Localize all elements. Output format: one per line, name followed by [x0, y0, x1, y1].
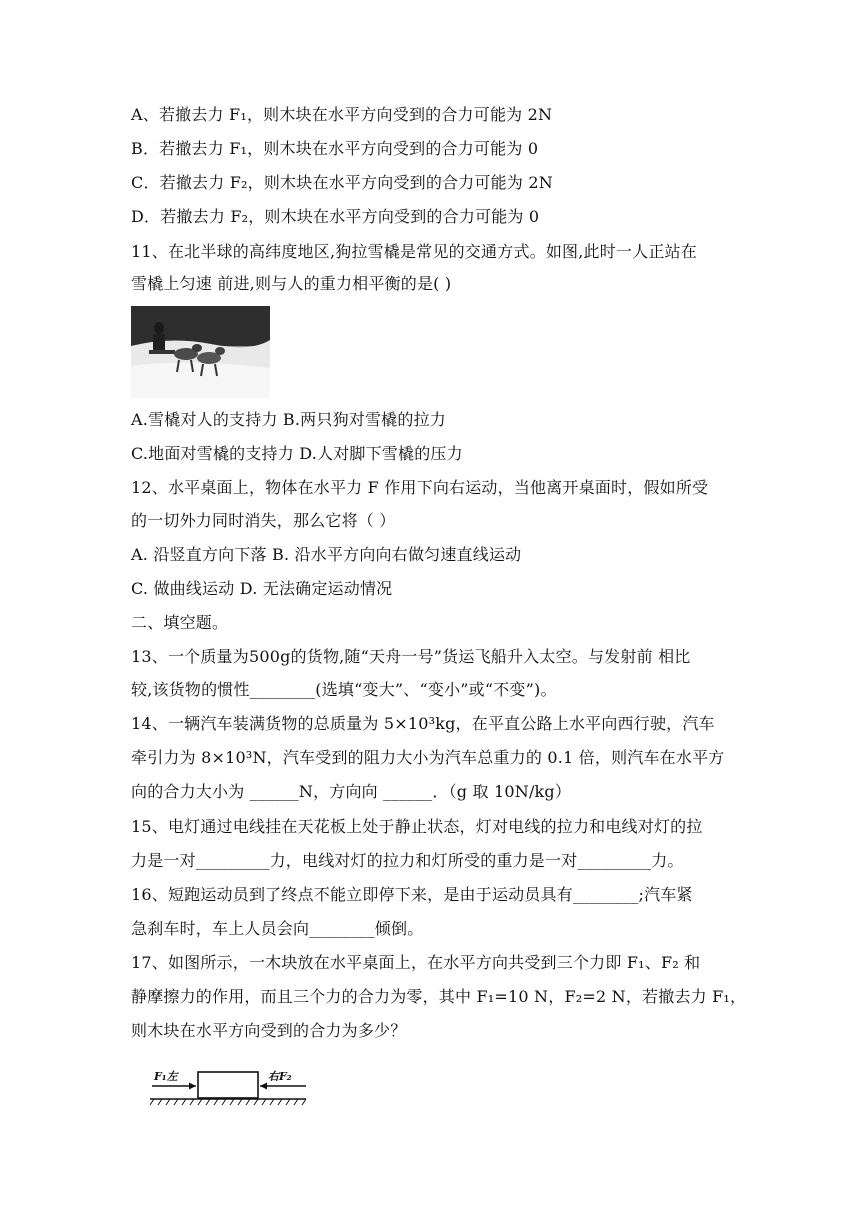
question-13-line-2: 较,该货物的惯性________(选填“变大”、“变小”或“不变”)。 — [131, 680, 557, 699]
option-d-q10: D．若撤去力 F₂，则木块在水平方向受到的合力可能为 0 — [131, 207, 540, 226]
question-17-line-3: 则木块在水平方向受到的合力为多少？ — [131, 1021, 407, 1040]
f2-label: 右F₂ — [268, 1070, 292, 1083]
question-17-line-2: 静摩擦力的作用，而且三个力的合力为零，其中 F₁=10 N，F₂=2 N，若撤去力 F₁， — [131, 987, 747, 1006]
question-14-line-3: 向的合力大小为 ______N，方向向 ______．（g 取 10N/kg） — [131, 782, 572, 801]
question-14-line-1: 14、一辆汽车装满货物的总质量为 5×10³kg，在平直公路上水平向西行驶，汽车 — [131, 714, 715, 733]
option-ab-q12: A. 沿竖直方向下落 B. 沿水平方向向右做匀速直线运动 — [131, 545, 522, 564]
option-cd-q12: C. 做曲线运动 D. 无法确定运动情况 — [131, 579, 393, 598]
dog-sled-photo — [131, 306, 270, 398]
ground-hatching — [150, 1099, 306, 1105]
option-cd-q11: C.地面对雪橇的支持力 D.人对脚下雪橇的压力 — [131, 444, 463, 463]
question-16-line-2: 急刹车时，车上人员会向________倾倒。 — [131, 919, 424, 938]
f1-label: F₁左 — [154, 1070, 178, 1083]
force-diagram — [150, 1064, 310, 1108]
question-16-line-1: 16、短跑运动员到了终点不能立即停下来，是由于运动员具有________;汽车紧 — [131, 885, 693, 904]
question-12-line-2: 的一切外力同时消失，那么它将（ ） — [131, 511, 396, 530]
question-11-line-2: 雪橇上匀速 前进,则与人的重力相平衡的是( ) — [131, 274, 452, 293]
wooden-block — [198, 1072, 258, 1098]
option-b-q10: B．若撤去力 F₁，则木块在水平方向受到的合力可能为 0 — [131, 139, 539, 158]
option-a-q10: A、若撤去力 F₁，则木块在水平方向受到的合力可能为 2N — [131, 105, 553, 124]
f2-arrowhead-icon — [260, 1083, 267, 1090]
option-c-q10: C．若撤去力 F₂，则木块在水平方向受到的合力可能为 2N — [131, 173, 553, 192]
question-15-line-1: 15、电灯通过电线挂在天花板上处于静止状态，灯对电线的拉力和电线对灯的拉 — [131, 817, 703, 836]
question-15-line-2: 力是一对_________力，电线对灯的拉力和灯所受的重力是一对_________力。 — [131, 851, 684, 870]
question-14-line-2: 牵引力为 8×10³N，汽车受到的阻力大小为汽车总重力的 0.1 倍，则汽车在水平方 — [131, 748, 725, 767]
question-12-line-1: 12、水平桌面上，物体在水平力 F 作用下向右运动，当他离开桌面时，假如所受 — [131, 478, 709, 497]
option-ab-q11: A.雪橇对人的支持力 B.两只狗对雪橇的拉力 — [131, 410, 446, 429]
question-11-line-1: 11、在北半球的高纬度地区,狗拉雪橇是常见的交通方式。如图,此时一人正站在 — [131, 242, 697, 261]
dog-sled-illustration — [131, 306, 270, 398]
section-heading-fill-blank: 二、填空题。 — [131, 613, 229, 632]
question-13-line-1: 13、一个质量为500g的货物,随“天舟一号”货运飞船升入太空。与发射前 相比 — [131, 647, 691, 666]
f1-arrowhead-icon — [189, 1083, 196, 1090]
question-17-line-1: 17、如图所示，一木块放在水平桌面上，在水平方向共受到三个力即 F₁、F₂ 和 — [131, 953, 701, 972]
